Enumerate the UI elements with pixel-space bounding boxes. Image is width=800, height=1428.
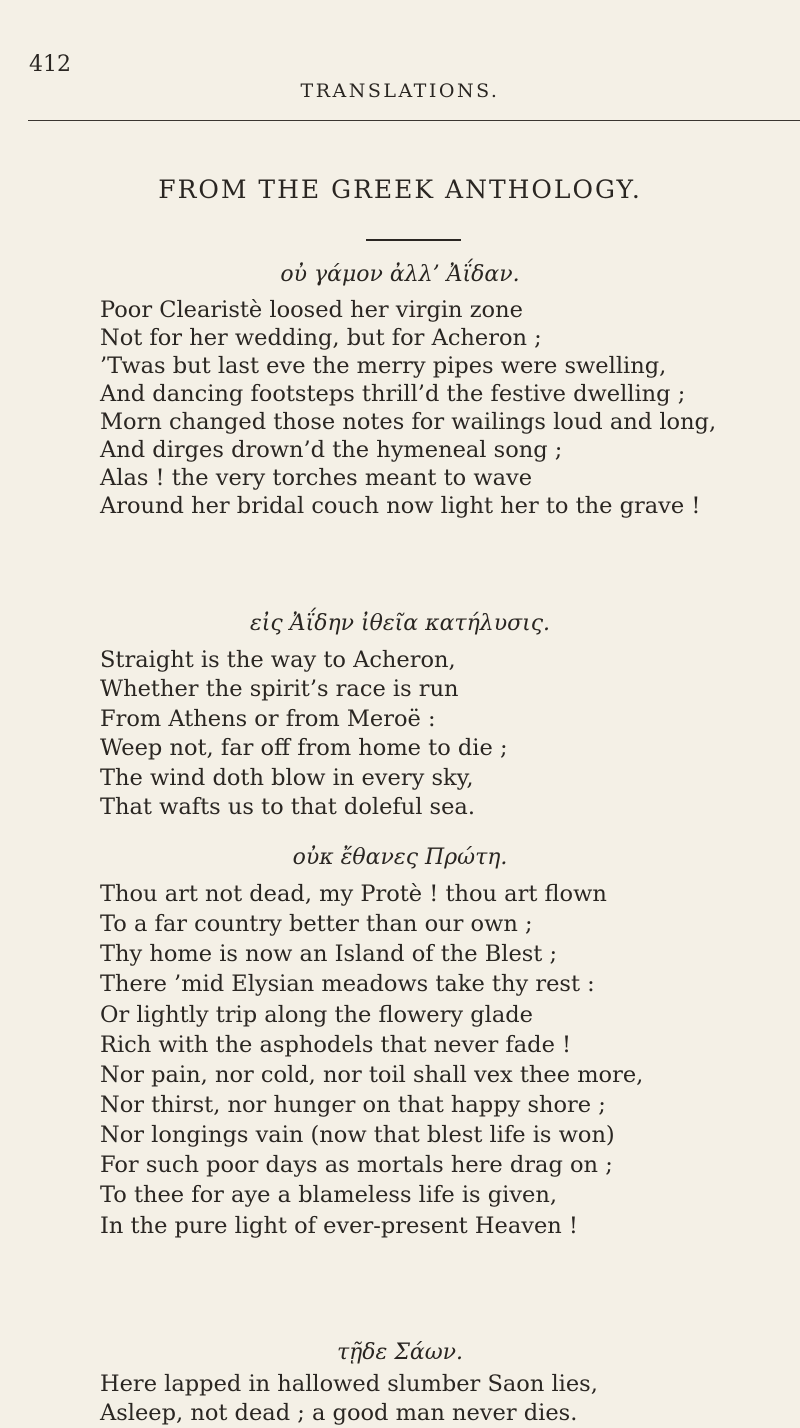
- poem-heading-greek: οὐ γάμον ἀλλ’ Ἀΐδαν.: [280, 262, 520, 287]
- poem-line: For such poor days as mortals here drag on ;: [100, 1152, 613, 1179]
- poem-line: Thou art not dead, my Protè ! thou art flown: [100, 881, 607, 907]
- poem-line: Straight is the way to Acheron,: [100, 647, 456, 673]
- poem-line: And dancing footsteps thrill’d the festive dwelling ;: [100, 381, 686, 407]
- title-divider: [366, 239, 461, 241]
- poem-line: Around her bridal couch now light her to the grave !: [100, 493, 701, 519]
- poem-line: Weep not, far off from home to die ;: [100, 735, 508, 762]
- poem-line: Or lightly trip along the flowery glade: [100, 1001, 533, 1028]
- poem-line: There ’mid Elysian meadows take thy rest :: [100, 971, 595, 998]
- page-number: 412: [29, 52, 71, 77]
- poem-line: In the pure light of ever-present Heaven !: [100, 1212, 578, 1239]
- poem-line: From Athens or from Meroë :: [100, 705, 436, 732]
- poem-line: Morn changed those notes for wailings loud and long,: [100, 409, 717, 435]
- poem-line: Nor pain, nor cold, nor toil shall vex thee more,: [100, 1061, 644, 1088]
- poem-line: To a far country better than our own ;: [100, 911, 533, 938]
- poem-line: That wafts us to that doleful sea.: [100, 793, 475, 820]
- poem-line: Nor longings vain (now that blest life is won): [100, 1122, 615, 1149]
- poem-line: Thy home is now an Island of the Blest ;: [100, 941, 558, 968]
- poem-line: Here lapped in hallowed slumber Saon lies,: [100, 1371, 598, 1397]
- section-title: FROM THE GREEK ANTHOLOGY.: [158, 175, 642, 204]
- poem-heading-greek: τῇδε Σάων.: [336, 1340, 464, 1365]
- poem-line: To thee for aye a blameless life is given,: [100, 1182, 557, 1209]
- poem-line: The wind doth blow in every sky,: [100, 764, 474, 791]
- poem-line: Poor Clearistè loosed her virgin zone: [100, 297, 523, 323]
- poem-line: Rich with the asphodels that never fade !: [100, 1031, 572, 1058]
- poem-prote: [0, 879, 800, 1241]
- poem-line: And dirges drown’d the hymeneal song ;: [100, 437, 563, 463]
- poem-line: Alas ! the very torches meant to wave: [100, 465, 533, 491]
- poem-line: Whether the spirit’s race is run: [100, 676, 459, 703]
- poem-clearistes-lament: [0, 296, 800, 520]
- poem-saon: [0, 1370, 800, 1428]
- poem-line: Nor thirst, nor hunger on that happy shore ;: [100, 1091, 606, 1118]
- poem-line: Not for her wedding, but for Acheron ;: [100, 325, 542, 351]
- poem-line: Asleep, not dead ; a good man never dies.: [100, 1400, 578, 1426]
- poem-heading-greek: οὐκ ἔθανες Πρώτη.: [292, 845, 508, 870]
- running-head: TRANSLATIONS.: [300, 80, 500, 102]
- header-rule: [28, 120, 800, 121]
- poem-line: ’Twas but last eve the merry pipes were swelling,: [100, 353, 667, 379]
- poem-heading-greek: εἰς Ἀΐδην ἰθεῖα κατήλυσις.: [249, 611, 551, 636]
- poem-way-to-acheron: [0, 646, 800, 822]
